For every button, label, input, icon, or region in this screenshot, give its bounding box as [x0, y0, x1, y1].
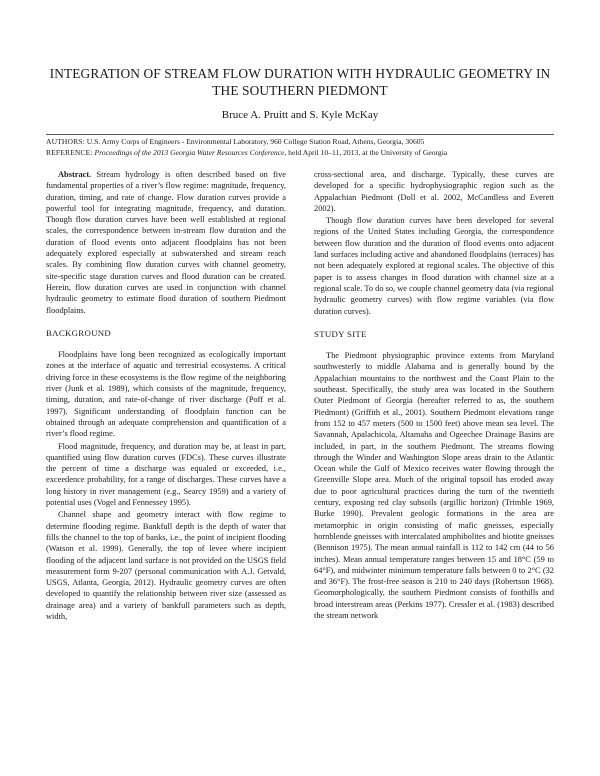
- background-paragraph-1: Floodplains have long been recognized as ecologically important zones at the interface of aquatic and terrestrial ecosystems. A critical driving force in these ecosystems is the flow regime of the neighboring river (Junk et al. 1989), which consists of the magnitude, frequency, timing, duration, and rate-of-change of river discharge (Poff et al. 1997). Significant understanding of floodplain function can be obtained through an adequate comprehension and quantification of a river’s flood regime.: [46, 350, 286, 439]
- abstract-heading: Abstract.: [58, 170, 92, 179]
- proceedings-title: Proceedings of the 2013 Georgia Water Resources Conference: [94, 147, 285, 157]
- abstract-paragraph: [46, 169, 286, 316]
- authors-affiliation: [46, 137, 554, 148]
- background-paragraph-2: Flood magnitude, frequency, and duration may be, at least in part, quantified using flow duration curves (FDCs). These curves illustrate the percent of time a discharge was equaled or exceeded, i.e., exceedence probability, for a range of discharges. These curves have a long history in river management (e.g., Searcy 1959) and a variety of potential uses (Vogel and Fennessey 1995).: [46, 441, 286, 508]
- study-site-heading: STUDY SITE: [314, 328, 367, 339]
- study-site-paragraph-1: The Piedmont physiographic province extents from Maryland southwesterly to middle Alabama and is generally bound by the Appalachian mountains to the northwest and the Coast Plain to the southeast. Specifically, the study area was located in the Southern Outer Piedmont of Georgia (hereafter referred to as, the southern Piedmont) (Griffith et al., 2001). Southern Piedmont elevations range from 152 to 457 meters (500 to 1500 feet) above mean sea level. The Savannah, Apalachicola, Altamaha and Ogeechee Drainage Basins are included, in part, in the southern Piedmont. The streams flowing through the Winder and Washington Slope areas drain to the Atlantic Ocean while the Gulf of Mexico receives water flowing through the Greenville Slope area. Much of the original topsoil has eroded away due to poor agricultural practices during the turn of the twentieth century, exposing red clay subsoils (argillic horizon) (Trimble 1969, Burke 1990). Prevalent geologic formations in the area are metamorphic in origin consisting of mafic gneisses, especially hornblende gneisses with intercalated amphibolites and biotite gneisses (Bennison 1975). The mean annual rainfall is 112 to 142 cm (44 to 56 inches). Mean annual temperature ranges between 15 and 18°C (59 to 64°F), and midwinter minimum temperature falls between 0 to 2°C (32 and 36°F). The frost-free season is 210 to 240 days (Robertson 1968). Geomorphologically, the southern Piedmont consists of foothills and broad interstream areas (Perkins 1977). Cressler et al. (1983) described the stream network: [314, 351, 554, 620]
- reference-line: [46, 148, 554, 159]
- author-line: Bruce A. Pruitt and S. Kyle McKay: [221, 109, 379, 121]
- left-column: [46, 169, 286, 622]
- reference-tail: , held April 10–11, 2013, at the University of Georgia: [284, 147, 448, 157]
- metadata-block: [46, 134, 554, 158]
- abstract-text: Stream hydrology is often described based on five fundamental properties of a river’s flow regime: magnitude, frequency, duration, timing, and rate of change. Flow duration curves provide a powerful tool for integrating magnitude, frequency, and duration. Though flow duration curves have been well established at regional scales, the correspondence between in-stream flow duration and the duration of flood events onto adjacent floodplains has not been adequately explored especially at subwatershed and stream reach scales. By combining flow duration curves with channel geometry, site-specific stage duration curves and flood duration can be created. Herein, flow duration curves are used in conjunction with channel hydraulic geometry to estimate flood duration of southern Piedmont floodplains.: [46, 170, 286, 315]
- reference-label: REFERENCE:: [46, 147, 93, 157]
- background-heading: BACKGROUND: [46, 327, 112, 338]
- background-paragraph-3: Channel shape and geometry interact with flow regime to determine flooding regime. Bankfull depth is the depth of water that fills the channel to the top of banks, i.e., the point of incipient flooding (Watson et al. 1999). Generally, the top of levee where incipient flooding of the adjacent land surface is not provided on the USGS field measurement form 9-207 (personal communication with A.J. Getvald, USGS, Atlanta, Georgia, 2012). Hydraulic geometry curves are often developed to quantify the relationship between river size (assessed as drainage area) and a variety of bankfull parameters such as depth, width,: [46, 510, 286, 621]
- paper-title: INTEGRATION OF STREAM FLOW DURATION WITH HYDRAULIC GEOMETRY IN THE SOUTHERN PIEDMONT: [49, 66, 551, 98]
- authors-label: AUTHORS:: [46, 137, 85, 146]
- right-column: [314, 169, 554, 621]
- intro-objective-paragraph: Though flow duration curves have been developed for several regions of the United States including Georgia, the correspondence between flow duration and the duration of flood events onto adjacent land surfaces including active and abandoned floodplains (terraces) has not been adequately explored at regional scales. The objective of this paper is to assess changes in flood duration with channel size at a regional scale. To do so, we couple channel geometry data (via regional hydraulic geometry curves) with flow regime variables (via flow duration curves).: [314, 216, 554, 316]
- authors-affiliation-text: U.S. Army Corps of Engineers - Environmental Laboratory, 960 College Station Road, Athens, Georgia, 30605: [86, 137, 425, 146]
- intro-continuation-paragraph: cross-sectional area, and discharge. Typically, these curves are developed for a specific hydrophysiographic region such as the Appalachian Piedmont (Doll et al. 2002, McCandless and Everett 2002).: [314, 170, 554, 213]
